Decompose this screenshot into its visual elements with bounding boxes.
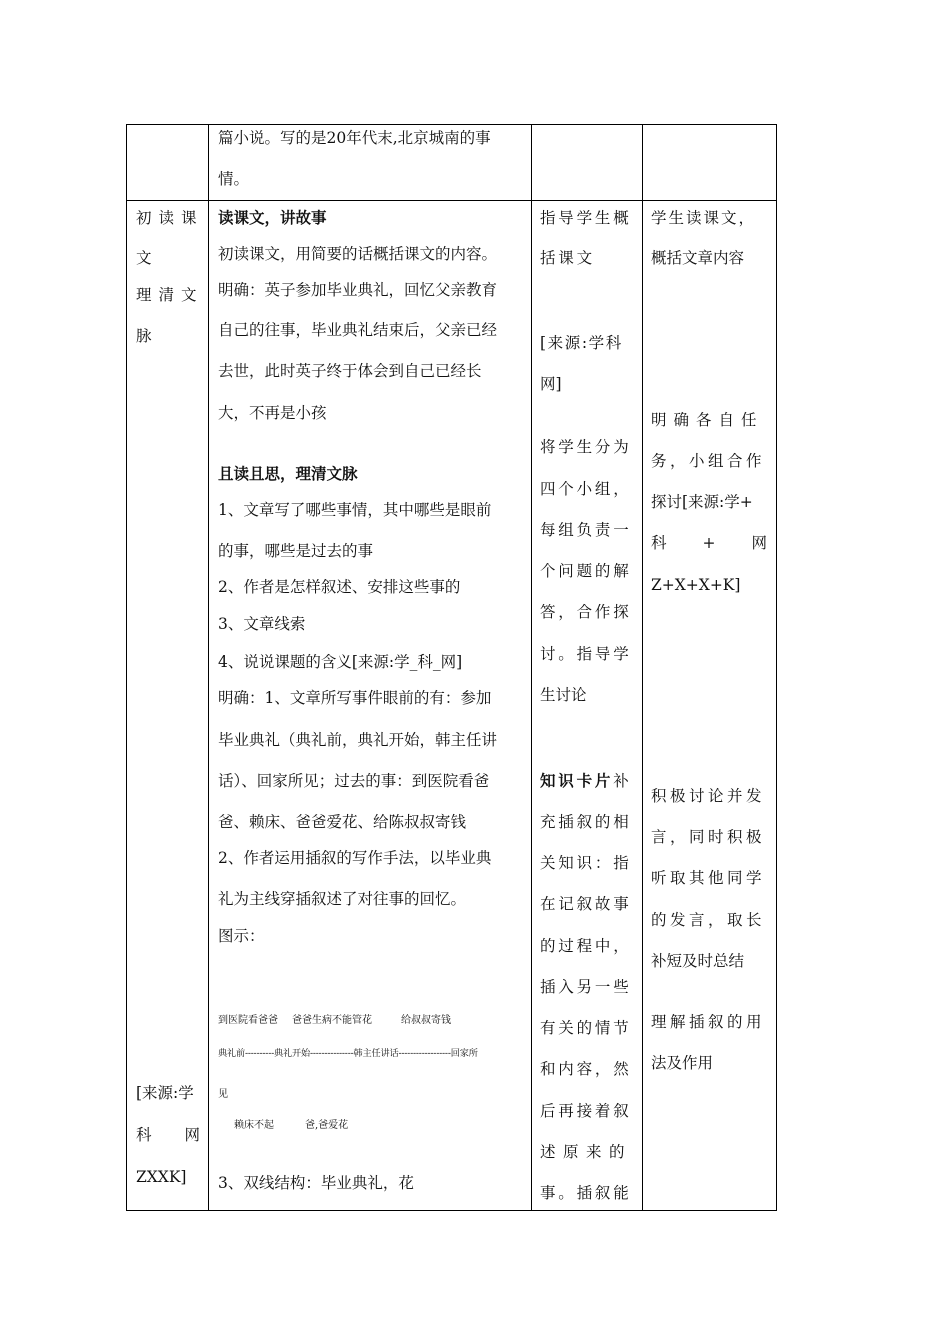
table-left-border (126, 124, 127, 1211)
teacher-activity: 指导学生概 (540, 209, 632, 227)
row1-text-line: 情。 (218, 170, 250, 188)
teacher-activity: 每组负责一 (540, 521, 632, 539)
stage-label: 理清文 (136, 286, 204, 304)
knowledge-card-line: 后再接着叙 (540, 1102, 632, 1120)
table-top-border (126, 124, 777, 125)
knowledge-card-line: 和内容，然 (540, 1060, 632, 1078)
knowledge-card-line: 插入另一些 (540, 978, 632, 996)
answer-line: 爸、赖床、爸爸爱花、给陈叔叔寄钱 (218, 813, 467, 831)
column-divider-1 (208, 124, 209, 1211)
source-note (136, 1125, 200, 1145)
knowledge-card-line: 的过程中， (540, 937, 632, 955)
answer-line: 明确：1、文章所写事件眼前的有：参加 (218, 689, 492, 707)
knowledge-card-line: 有关的情节 (540, 1019, 632, 1037)
student-activity: 积极讨论并发 (651, 787, 766, 805)
row1-text-line: 篇小说。写的是20年代末,北京城南的事 (218, 129, 491, 147)
stage-label: 文 (136, 249, 152, 267)
source-note-part: 科 (136, 1126, 152, 1144)
teacher-activity: 四个小组， (540, 480, 632, 498)
answer-line: 话）、回家所见；过去的事：到医院看爸 (218, 772, 490, 790)
stage-label (136, 208, 204, 228)
question-line: 2、作者是怎样叙述、安排这些事的 (218, 578, 461, 596)
stage-label-text: 初读课 (136, 209, 204, 227)
table-right-border (776, 124, 777, 1211)
knowledge-card-line: 述原来的 (540, 1143, 633, 1161)
source-note: ZXXK] (136, 1168, 187, 1186)
source-note: [来源:学 (136, 1084, 194, 1102)
student-activity: 探讨[来源:学+ (651, 493, 753, 511)
answer-line: 3、双线结构：毕业典礼，花 (218, 1174, 414, 1192)
stage-label: 脉 (136, 327, 152, 345)
teacher-activity: 生讨论 (540, 686, 587, 704)
content-line: 初读课文，用简要的话概括课文的内容。 (218, 245, 498, 263)
student-activity: 务，小组合作 (651, 452, 766, 470)
figure-label: 图示： (218, 927, 265, 945)
student-activity-part: 网 (751, 534, 767, 552)
student-activity: 听取其他同学 (651, 869, 766, 887)
diagram-text: 给叔叔寄钱 (401, 1015, 451, 1026)
knowledge-card-title: 知识卡片 (540, 771, 614, 790)
answer-line: 毕业典礼（典礼前，典礼开始，韩主任讲 (218, 731, 498, 749)
table-bottom-border (126, 1210, 777, 1211)
student-activity: 概括文章内容 (651, 249, 745, 267)
knowledge-card-line: 事。插叙能 (540, 1184, 632, 1202)
answer-line: 2、作者运用插叙的写作手法，以毕业典 (218, 849, 492, 867)
student-activity: 言，同时积极 (651, 828, 766, 846)
content-line: 明确：英子参加毕业典礼，回忆父亲教育 (218, 281, 498, 299)
source-note: 网] (540, 375, 562, 393)
source-note: [来源:学科 (540, 334, 623, 352)
source-note-part: 网 (184, 1126, 200, 1144)
answer-line: 礼为主线穿插叙述了对往事的回忆。 (218, 890, 467, 908)
content-line: 大，不再是小孩 (218, 404, 327, 422)
teacher-activity: 个问题的解 (540, 562, 632, 580)
student-activity: 的发言，取长 (651, 911, 766, 929)
question-line: 的事，哪些是过去的事 (218, 542, 374, 560)
row-divider (126, 200, 777, 201)
student-activity: 学生读课文， (651, 209, 757, 227)
student-activity: 法及作用 (651, 1054, 714, 1072)
knowledge-card-line: 充插叙的相 (540, 813, 632, 831)
knowledge-card-line (540, 771, 632, 791)
question-line: 1、文章写了哪些事情，其中哪些是眼前 (218, 501, 492, 519)
column-divider-3 (642, 124, 643, 1211)
student-activity-part: 科 (651, 534, 667, 552)
knowledge-card-text: 补 (613, 772, 632, 790)
content-line: 自己的往事，毕业典礼结束后，父亲已经 (218, 321, 498, 339)
diagram-text: 爸,爸爱花 (305, 1120, 349, 1131)
content-line: 去世，此时英子终于体会到自己已经长 (218, 362, 482, 380)
teacher-activity: 括课文 (540, 249, 595, 267)
question-line: 3、文章线索 (218, 615, 306, 633)
diagram-text: 到医院看爸爸 (218, 1015, 278, 1026)
teacher-activity: 答，合作探 (540, 603, 632, 621)
student-activity: 补短及时总结 (651, 952, 745, 970)
student-activity: 明确各自任 (651, 411, 764, 429)
student-activity (651, 533, 767, 553)
teacher-activity: 讨。指导学 (540, 645, 632, 663)
student-activity-part: + (702, 534, 716, 552)
diagram-text: 赖床不起 (234, 1120, 274, 1131)
diagram-text: 见 (218, 1089, 228, 1100)
student-activity: Z+X+X+K] (651, 576, 741, 594)
column-divider-2 (531, 124, 532, 1211)
teacher-activity: 将学生分为 (540, 438, 632, 456)
question-line: 4、说说课题的含义[来源:学_科_网] (218, 653, 463, 671)
section-heading: 且读且思，理清文脉 (218, 464, 358, 483)
diagram-text: 爸爸生病不能管花 (292, 1015, 372, 1026)
knowledge-card-line: 关知识：指 (540, 854, 632, 872)
knowledge-card-line: 在记叙故事 (540, 895, 632, 913)
student-activity: 理解插叙的用 (651, 1013, 766, 1031)
diagram-timeline: 典礼前----------典礼开始---------------韩主任讲话------------------回家所 (218, 1048, 478, 1059)
section-heading: 读课文，讲故事 (218, 208, 327, 227)
